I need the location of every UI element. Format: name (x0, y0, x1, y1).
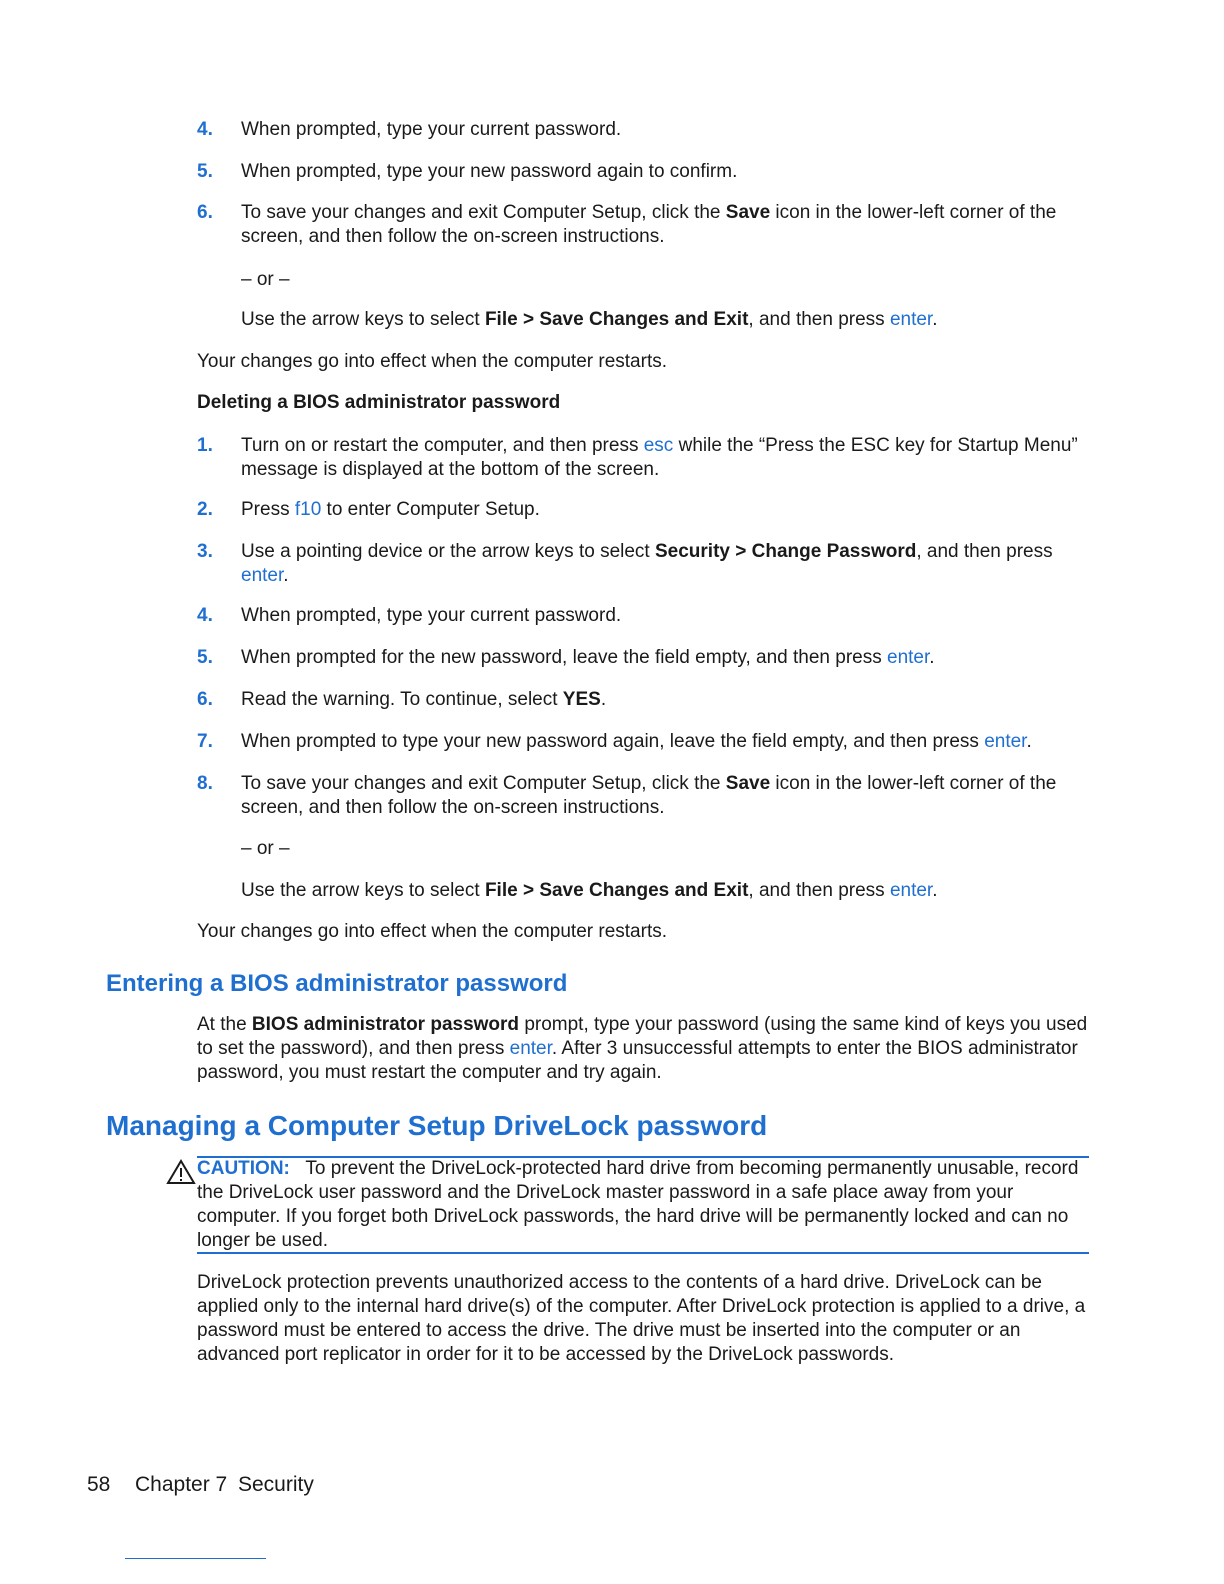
warning-triangle-icon (166, 1159, 196, 1185)
step-text: When prompted, type your current password. (241, 605, 622, 626)
key-name: enter (889, 309, 933, 330)
step-number: 8. (197, 773, 213, 794)
step-text: To save your changes and exit Computer Setup, click the Save icon in the lower-left corner of the screen, and then follow the on-screen instructions. (241, 773, 1057, 818)
arrow-instruction: Use the arrow keys to select File > Save Changes and Exit, and then press enter. (241, 309, 938, 330)
step-number: 3. (197, 541, 213, 562)
step-number: 6. (197, 689, 213, 710)
step-text: When prompted for the new password, leave the field empty, and then press enter. (241, 647, 935, 668)
step-number: 2. (197, 499, 213, 520)
caution-label: CAUTION: (197, 1158, 290, 1179)
chapter-title: Security (238, 1473, 314, 1496)
step-number: 7. (197, 731, 213, 752)
step-text: When prompted to type your new password again, leave the field empty, and then press enter. (241, 731, 1032, 752)
key-name: enter (889, 880, 933, 901)
caution-bottom-rule (197, 1252, 1089, 1254)
page-number: 58 (87, 1473, 111, 1496)
step-number: 5. (197, 647, 213, 668)
section-heading-drivelock: Managing a Computer Setup DriveLock password (106, 1110, 768, 1141)
footer-rule (125, 1558, 266, 1559)
entering-body: At the BIOS administrator password prompt, type your password (using the same kind of keys you used to set the password), and then press enter. After 3 unsuccessful attempts to enter the BIOS administrator password, you must restart the computer and try again. (197, 1014, 1088, 1083)
effect-note: Your changes go into effect when the computer restarts. (197, 351, 668, 372)
key-name: f10 (294, 499, 322, 520)
step-number: 4. (197, 605, 213, 626)
or-separator: – or – (241, 269, 290, 290)
drivelock-body: DriveLock protection prevents unauthorized access to the contents of a hard drive. DriveLock can be applied only to the internal hard drive(s) of the computer. After DriveLock protection is applied to a drive, a password must be entered to access the drive. The drive must be inserted into the computer or an advanced port replicator in order for it to be accessed by the DriveLock passwords. (197, 1272, 1086, 1365)
step-text: To save your changes and exit Computer Setup, click the Save icon in the lower-left corner of the screen, and then follow the on-screen instructions. (241, 202, 1057, 247)
key-name: enter (887, 647, 930, 668)
arrow-instruction: Use the arrow keys to select File > Save Changes and Exit, and then press enter. (241, 880, 938, 901)
step-number: 4. (197, 119, 213, 140)
subheading: Deleting a BIOS administrator password (197, 392, 561, 413)
caution-note: CAUTION: To prevent the DriveLock-protected hard drive from becoming permanently unusable, record the DriveLock user password and the DriveLock master password in a safe place away from your computer. If you forget both DriveLock passwords, the hard drive will be permanently locked and can no longer be used. (197, 1158, 1079, 1251)
step-text: Turn on or restart the computer, and then press esc while the “Press the ESC key for Startup Menu” message is displayed at the bottom of the screen. (241, 435, 1078, 480)
step-text: When prompted, type your new password again to confirm. (241, 161, 738, 182)
step-number: 5. (197, 161, 213, 182)
key-name: enter (241, 565, 284, 586)
step-text: Use a pointing device or the arrow keys to select Security > Change Password, and then press enter. (241, 541, 1053, 586)
chapter-label: Chapter 7 (135, 1473, 228, 1496)
step-number: 1. (197, 435, 213, 456)
key-name: enter (509, 1038, 552, 1059)
step-text: Read the warning. To continue, select YES. (241, 689, 607, 710)
or-separator: – or – (241, 838, 290, 859)
key-name: esc (643, 435, 674, 456)
step-text: When prompted, type your current password. (241, 119, 622, 140)
section-heading-entering: Entering a BIOS administrator password (106, 970, 568, 997)
effect-note: Your changes go into effect when the computer restarts. (197, 921, 668, 942)
key-name: enter (984, 731, 1027, 752)
step-text: Press f10 to enter Computer Setup. (241, 499, 540, 520)
step-number: 6. (197, 202, 213, 223)
